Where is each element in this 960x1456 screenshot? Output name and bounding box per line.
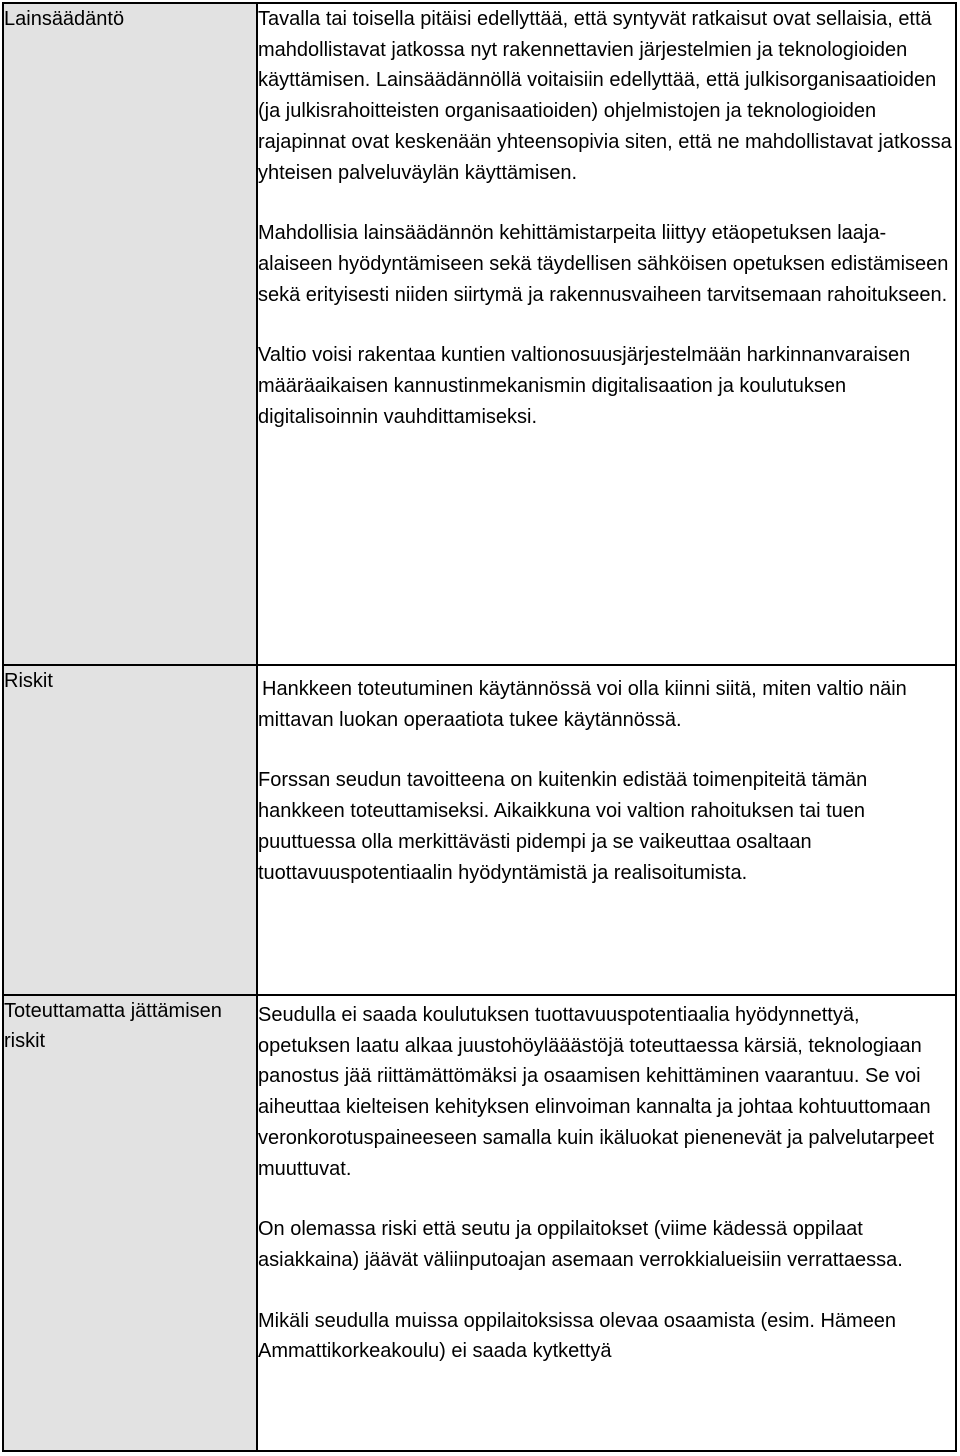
paragraph: Mikäli seudulla muissa oppilaitoksissa olevaa osaamista (esim. Hämeen Ammattikorkeakoulu) ei saada kytkettyä bbox=[258, 1309, 897, 1363]
info-table bbox=[2, 2, 957, 1452]
paragraph: On olemassa riski että seutu ja oppilaitokset (viime kädessä oppilaat asiakkaina) jäävät väliinputoajan asemaan verrokkialueisiin verrattaessa. bbox=[258, 1218, 903, 1271]
table-row bbox=[3, 665, 956, 995]
table-row bbox=[3, 3, 956, 665]
paragraph bbox=[258, 674, 955, 735]
paragraph: Valtio voisi rakentaa kuntien valtionosuusjärjestelmään harkinnanvaraisen määräaikaisen kannustinmekanismin digitalisaation ja koulutuksen digitalisoinnin vauhdittamiseksi. bbox=[258, 344, 911, 428]
row-content-lainsaadanto bbox=[257, 3, 956, 665]
row-label-lainsaadanto: Lainsäädäntö bbox=[3, 3, 257, 665]
paragraph: Seudulla ei saada koulutuksen tuottavuuspotentiaalia hyödynnettyä, opetuksen laatu alkaa juustohöylääästöjä toteuttaessa kärsiä, teknologiaan panostus jää riittämättömäksi ja osaamisen kehittäminen vaarantuu. Se voi aiheuttaa kielteisen kehityksen elinvoiman kannalta ja johtaa kohtuuttomaan veronkorotuspaineeseen samalla kuin ikäluokat pienenevät ja palvelutarpeet muuttuvat. bbox=[258, 1004, 934, 1180]
row-content-toteuttamatta bbox=[257, 995, 956, 1451]
paragraph: Tavalla tai toisella pitäisi edellyttää, että syntyvät ratkaisut ovat sellaisia, että mahdollistavat jatkossa nyt rakennettavien järjestelmien ja teknologioiden käyttämisen. Lainsäädännöllä voitaisiin edellyttää, että julkisorganisaatioiden (ja julkisrahoitteisten organisaatioiden) ohjelmistojen ja teknologioiden rajapinnat ovat keskenään yhteensopivia siten, että ne mahdollistavat jatkossa yhteisen palveluväylän käyttämisen. bbox=[258, 8, 952, 184]
paragraph: Forssan seudun tavoitteena on kuitenkin edistää toimenpiteitä tämän hankkeen toteuttamiseksi. Aikaikkuna voi valtion rahoituksen tai tuen puuttuessa olla merkittävästi pidempi ja se vaikeuttaa osaltaan tuottavuuspotentiaalin hyödyntämistä ja realisoitumista. bbox=[258, 769, 868, 884]
row-label-riskit: Riskit bbox=[3, 665, 257, 995]
row-content-riskit bbox=[257, 665, 956, 995]
paragraph: Mahdollisia lainsäädännön kehittämistarpeita liittyy etäopetuksen laaja-alaiseen hyödyntämiseen sekä täydellisen sähköisen opetuksen edistämiseen sekä erityisesti niiden siirtymä ja rakennusvaiheen tarvitsemaan rahoitukseen. bbox=[258, 222, 949, 306]
paragraph-text: Hankkeen toteutuminen käytännössä voi olla kiinni siitä, miten valtio näin mittavan luokan operaatiota tukee käytännössä. bbox=[258, 678, 907, 731]
table-row bbox=[3, 995, 956, 1451]
row-label-toteuttamatta: Toteuttamatta jättämisen riskit bbox=[3, 995, 257, 1451]
